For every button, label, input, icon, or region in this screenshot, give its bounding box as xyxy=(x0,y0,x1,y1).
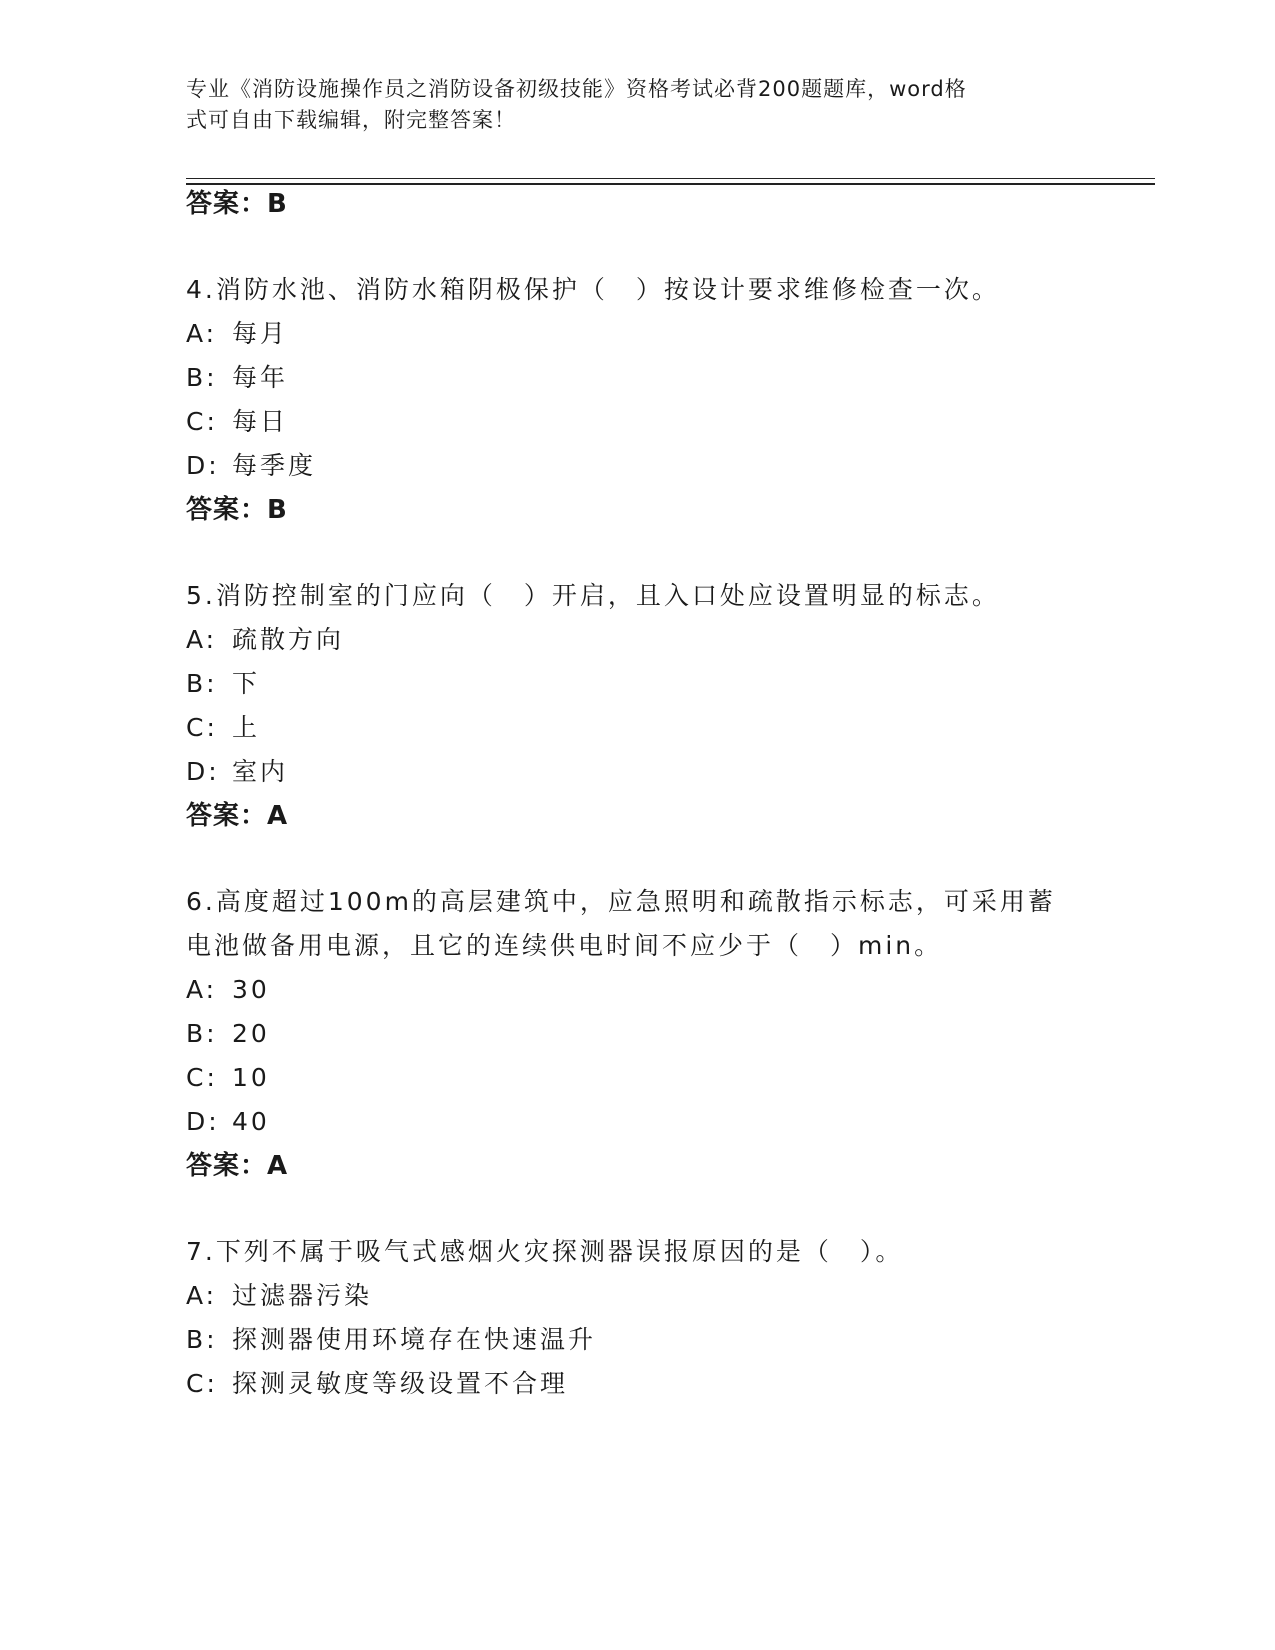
question-6-option-d xyxy=(186,1106,270,1138)
option-text: 疏散方向 xyxy=(232,625,345,654)
question-6-option-a xyxy=(186,974,270,1006)
option-key: C: xyxy=(186,407,218,436)
question-6-stem-line-1: 6.高度超过100m的高层建筑中，应急照明和疏散指示标志，可采用蓄 xyxy=(186,887,1056,916)
question-5-stem: 5.消防控制室的门应向（ ）开启，且入口处应设置明显的标志。 xyxy=(186,581,1000,610)
option-key: A: xyxy=(186,1281,218,1310)
previous-answer: 答案：B xyxy=(186,189,288,219)
question-4-option-a xyxy=(186,318,288,350)
question-5-option-d xyxy=(186,756,288,788)
question-4-answer: 答案：B xyxy=(186,495,288,525)
option-key: B: xyxy=(186,669,218,698)
question-7-option-b xyxy=(186,1324,596,1356)
option-text: 探测灵敏度等级设置不合理 xyxy=(232,1369,569,1398)
header-title-line-1: 专业《消防设施操作员之消防设备初级技能》资格考试必背200题题库，word格 xyxy=(186,77,967,101)
question-7-option-a xyxy=(186,1280,372,1312)
option-text: 每日 xyxy=(232,407,289,436)
question-4-option-b xyxy=(186,362,288,394)
option-key: C: xyxy=(186,1369,218,1398)
option-text: 探测器使用环境存在快速温升 xyxy=(232,1325,597,1354)
option-text: 每年 xyxy=(232,363,289,392)
option-text: 每季度 xyxy=(232,451,317,480)
option-text: 上 xyxy=(232,713,261,742)
question-5-option-b xyxy=(186,668,260,700)
question-6-answer: 答案：A xyxy=(186,1151,289,1181)
header-divider-thick xyxy=(186,183,1155,185)
option-text: 室内 xyxy=(232,757,289,786)
option-key: A: xyxy=(186,625,218,654)
option-text: 过滤器污染 xyxy=(232,1281,373,1310)
question-4-option-c xyxy=(186,406,288,438)
header-title-line-2: 式可自由下载编辑，附完整答案！ xyxy=(186,108,516,132)
option-text: 每月 xyxy=(232,319,289,348)
option-key: A: xyxy=(186,319,218,348)
question-5-option-a xyxy=(186,624,344,656)
question-5-option-c xyxy=(186,712,260,744)
option-text: 20 xyxy=(232,1019,270,1048)
option-text: 30 xyxy=(232,975,270,1004)
question-7-stem: 7.下列不属于吸气式感烟火灾探测器误报原因的是（ ）。 xyxy=(186,1237,904,1266)
question-4-stem: 4.消防水池、消防水箱阴极保护（ ）按设计要求维修检查一次。 xyxy=(186,275,1000,304)
option-key: B: xyxy=(186,363,218,392)
option-key: D: xyxy=(186,757,220,786)
option-key: D: xyxy=(186,1107,220,1136)
question-7-option-c xyxy=(186,1368,568,1400)
question-5-answer: 答案：A xyxy=(186,801,289,831)
document-header xyxy=(186,74,1066,136)
option-key: C: xyxy=(186,713,218,742)
question-6-option-c xyxy=(186,1062,270,1094)
question-4-option-d xyxy=(186,450,316,482)
option-key: B: xyxy=(186,1325,218,1354)
header-divider-thin xyxy=(186,178,1155,179)
question-6-stem-line-2: 电池做备用电源，且它的连续供电时间不应少于（ ）min。 xyxy=(186,931,943,960)
option-key: C: xyxy=(186,1063,218,1092)
option-text: 10 xyxy=(232,1063,270,1092)
option-key: B: xyxy=(186,1019,218,1048)
question-6-option-b xyxy=(186,1018,270,1050)
option-text: 40 xyxy=(232,1107,270,1136)
option-text: 下 xyxy=(232,669,261,698)
option-key: A: xyxy=(186,975,218,1004)
option-key: D: xyxy=(186,451,220,480)
